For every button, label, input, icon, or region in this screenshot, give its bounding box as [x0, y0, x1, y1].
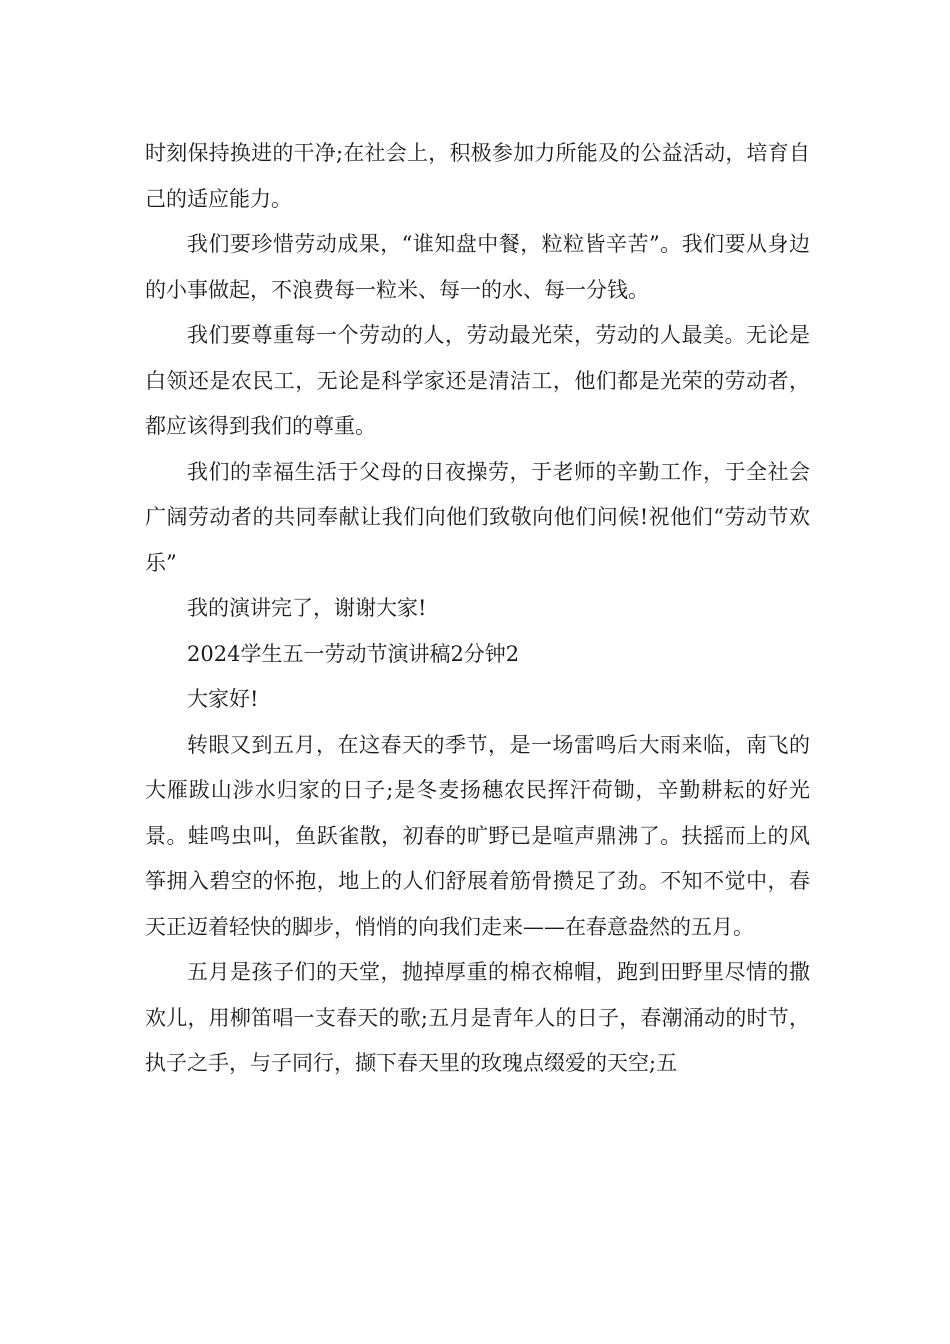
section-heading: 2024学生五一劳动节演讲稿2分钟2	[187, 641, 520, 666]
paragraph-1: 时刻保持换进的干净;在社会上，积极参加力所能及的公益活动，培育自己的适应能力。	[145, 141, 810, 211]
paragraph-9: 五月是孩子们的天堂，抛掉厚重的棉衣棉帽，跑到田野里尽情的撒欢儿，用柳笛唱一支春天的歌;五月是青年人的日子，春潮涌动的时节，执子之手，与子同行，撷下春天里的玫瑰点缀爱的天空;五	[145, 960, 810, 1075]
paragraph-8: 转眼又到五月，在这春天的季节，是一场雷鸣后大雨来临，南飞的大雁跋山涉水归家的日子;是冬麦扬穗农民挥汗荷锄，辛勤耕耘的好光景。蛙鸣虫叫，鱼跃雀散，初春的旷野已是喧声鼎沸了。扶摇而上的风筝拥入碧空的怀抱，地上的人们舒展着筋骨攒足了劲。不知不觉中，春天正迈着轻快的脚步，悄悄的向我们走来——在春意盎然的五月。	[145, 732, 810, 939]
paragraph-5: 我的演讲完了，谢谢大家!	[187, 596, 427, 620]
document-body	[145, 131, 810, 1087]
greeting: 大家好!	[187, 687, 259, 711]
paragraph-4: 我们的幸福生活于父母的日夜操劳，于老师的辛勤工作，于全社会广阔劳动者的共同奉献让我们向他们致敬向他们问候!祝他们“劳动节欢乐”	[145, 459, 810, 575]
paragraph-3: 我们要尊重每一个劳动的人，劳动最光荣，劳动的人最美。无论是白领还是农民工，无论是科学家还是清洁工，他们都是光荣的劳动者，都应该得到我们的尊重。	[145, 323, 810, 438]
paragraph-2: 我们要珍惜劳动成果，“谁知盘中餐，粒粒皆辛苦”。我们要从身边的小事做起，不浪费每一粒米、每一的水、每一分钱。	[145, 232, 810, 302]
